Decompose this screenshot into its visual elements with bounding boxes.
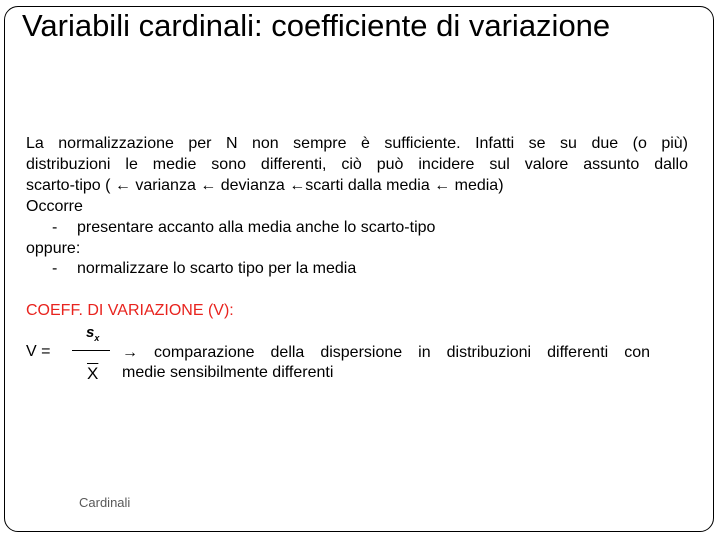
formula-numerator-symbol: s <box>86 324 95 341</box>
formula-numerator <box>86 324 99 347</box>
formula-denominator: $\overline{X}$ <box>87 364 99 383</box>
intro-line-2: distribuzioni le medie sono differenti, ciò può incidere sul valore assunto dallo <box>26 156 688 173</box>
intro-line-1: La normalizzazione per N non sempre è sufficiente. Infatti se su due (o più) <box>26 135 688 152</box>
formula-description <box>122 343 650 383</box>
footer-label: Cardinali <box>79 495 131 510</box>
intro-paragraph <box>26 133 688 196</box>
oppure-label: oppure: <box>26 240 81 257</box>
fraction-bar <box>72 350 110 351</box>
bullet-item-2: normalizzare lo scarto tipo per la media <box>77 260 357 277</box>
bullet-item-1: presentare accanto alla media anche lo scarto-tipo <box>77 219 436 236</box>
formula-description-line-1: → comparazione della dispersione in distribuzioni differenti con <box>122 344 650 361</box>
occorre-label: Occorre <box>26 198 83 215</box>
formula-numerator-subscript: x <box>94 333 100 343</box>
formula-description-line-2: medie sensibilmente differenti <box>122 364 334 381</box>
formula-lhs: V = <box>26 343 51 360</box>
bullet-dash-1: - <box>52 219 58 236</box>
intro-line-3: scarto-tipo ( ← varianza ← devianza ←scarti dalla media ← media) <box>26 177 504 194</box>
coeff-heading: COEFF. DI VARIAZIONE (V): <box>26 302 234 319</box>
slide-title: Variabili cardinali: coefficiente di variazione <box>22 8 611 43</box>
bullet-dash-2: - <box>52 260 58 277</box>
